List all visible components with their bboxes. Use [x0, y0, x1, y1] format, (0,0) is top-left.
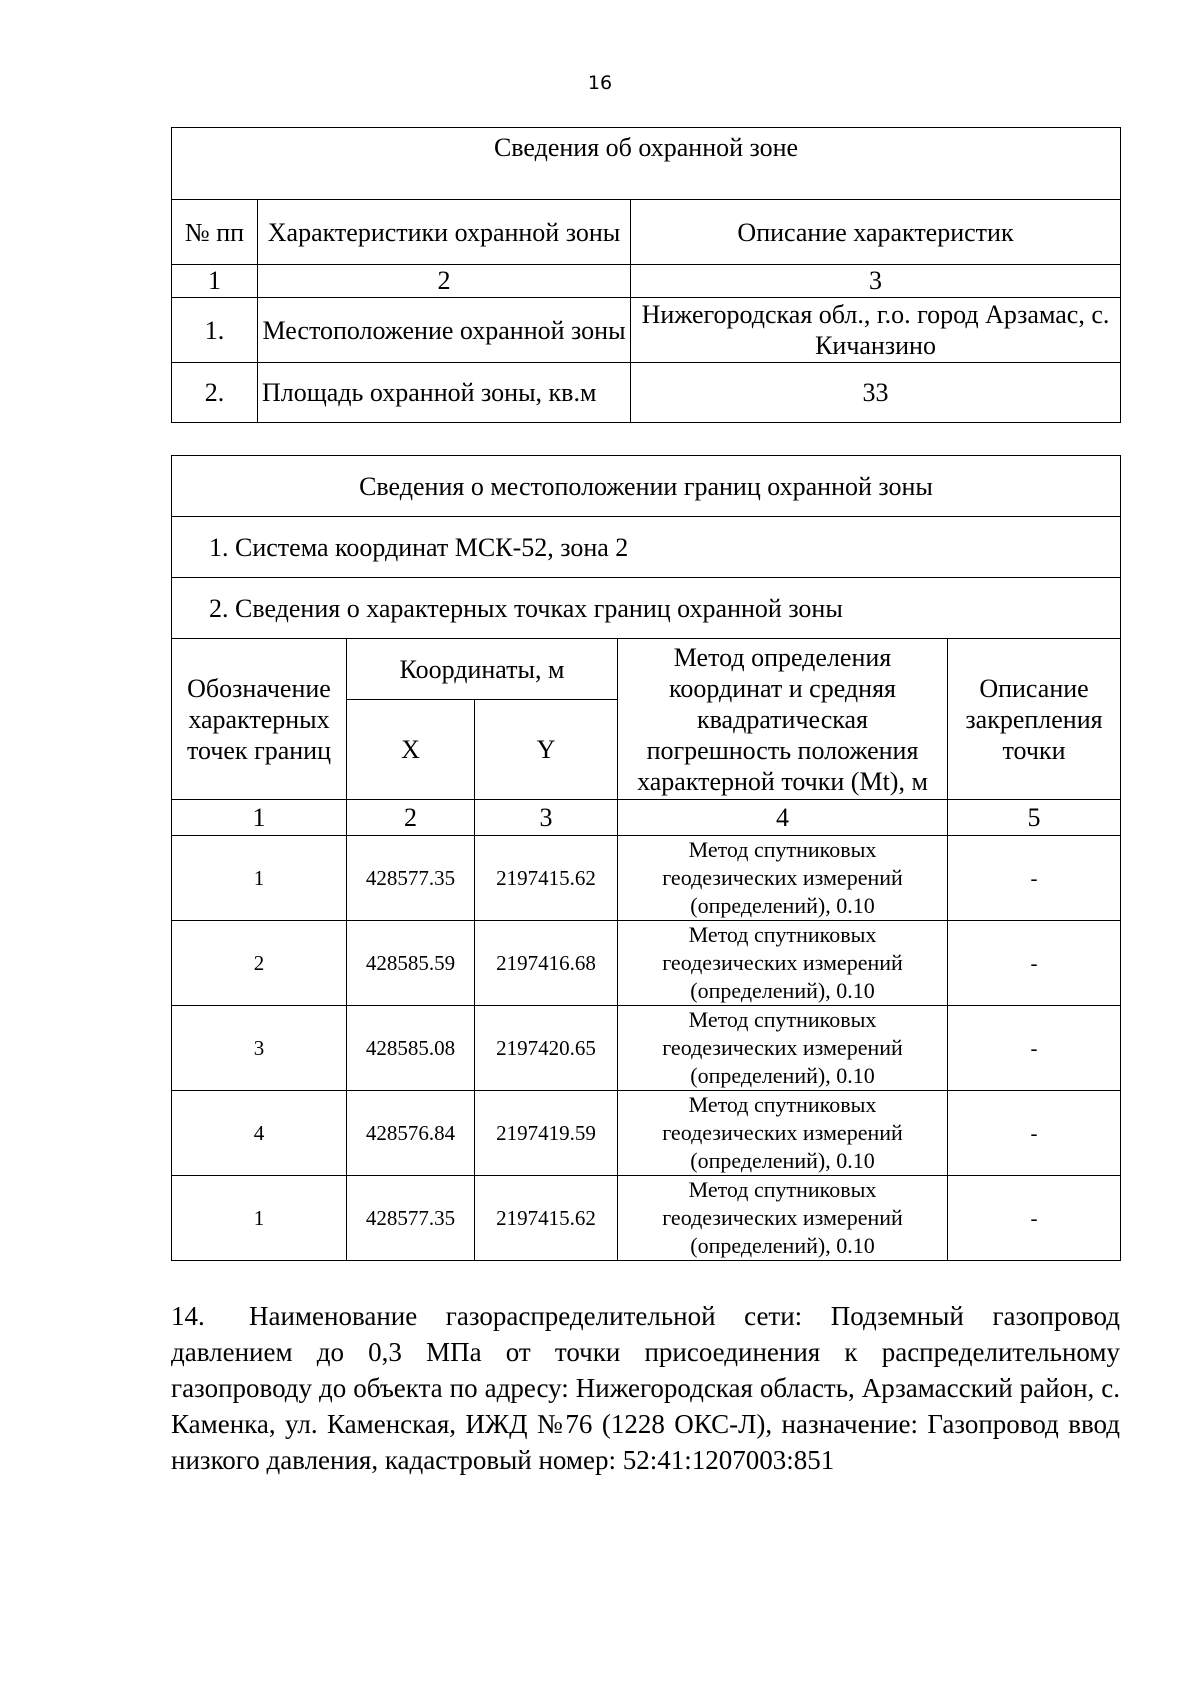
- header-designation: Обозначение характерных точек границ: [172, 639, 347, 800]
- point-x: 428577.35: [347, 1176, 475, 1261]
- column-number: 5: [948, 800, 1121, 836]
- table-row: [172, 298, 1121, 363]
- paragraph-text: Наименование газораспределительной сети: Подземный газопровод давлением до 0,3 МПа от точки присоединения к распределительному газопроводу до объекта по адресу: Нижегородская область, Арзамасский район, с. Каменка, ул. Каменская, ИЖД №76 (1228 ОКС-Л), назначение: Газопровод ввод низкого давления, кадастровый номер: 52:41:1207003:851: [171, 1301, 1120, 1475]
- point-y: 2197420.65: [475, 1006, 618, 1091]
- method-line: геодезических измерений: [662, 1205, 903, 1230]
- point-x: 428577.35: [347, 836, 475, 921]
- method-line: (определений), 0.10: [690, 1233, 875, 1258]
- header-y: Y: [475, 700, 618, 800]
- method-line: Метод спутниковых: [688, 1092, 877, 1117]
- table-row: [172, 836, 1121, 921]
- column-number: 2: [258, 265, 631, 298]
- protection-zone-table: [171, 127, 1121, 423]
- point-id: 2: [172, 921, 347, 1006]
- method-line: (определений), 0.10: [690, 978, 875, 1003]
- points-table-title: Сведения о местоположении границ охранной зоны: [172, 456, 1121, 517]
- method-line: (определений), 0.10: [690, 1148, 875, 1173]
- page-number: 16: [587, 72, 613, 94]
- boundary-points-table: [171, 455, 1121, 1261]
- point-method: [618, 921, 948, 1006]
- row-value: 33: [631, 363, 1121, 423]
- method-line: (определений), 0.10: [690, 1063, 875, 1088]
- header-description: Описание характеристик: [631, 200, 1121, 265]
- point-method: [618, 1006, 948, 1091]
- point-y: 2197416.68: [475, 921, 618, 1006]
- table-row: [172, 921, 1121, 1006]
- row-number: 1.: [172, 298, 258, 363]
- table-row: [172, 1091, 1121, 1176]
- row-label: Местоположение охранной зоны: [258, 298, 631, 363]
- gas-network-paragraph: [171, 1298, 1120, 1478]
- method-line: (определений), 0.10: [690, 893, 875, 918]
- method-line: геодезических измерений: [662, 1120, 903, 1145]
- column-number: 1: [172, 265, 258, 298]
- header-coordinates: Координаты, м: [347, 639, 618, 700]
- zone-table-title: Сведения об охранной зоне: [172, 128, 1121, 200]
- header-x: X: [347, 700, 475, 800]
- point-id: 1: [172, 1176, 347, 1261]
- header-method: Метод определения координат и средняя квадратическая погрешность положения характерной точки (Mt), м: [618, 639, 948, 800]
- method-line: Метод спутниковых: [688, 1007, 877, 1032]
- point-method: [618, 1176, 948, 1261]
- point-fixing: -: [948, 1176, 1121, 1261]
- point-x: 428576.84: [347, 1091, 475, 1176]
- method-line: геодезических измерений: [662, 1035, 903, 1060]
- column-number: 3: [475, 800, 618, 836]
- header-characteristics: Характеристики охранной зоны: [258, 200, 631, 265]
- row-value: Нижегородская обл., г.о. город Арзамас, с. Кичанзино: [631, 298, 1121, 363]
- coordinate-system: 1. Система координат МСК-52, зона 2: [172, 517, 1121, 578]
- point-y: 2197415.62: [475, 1176, 618, 1261]
- table-row: [172, 363, 1121, 423]
- method-line: Метод спутниковых: [688, 837, 877, 862]
- point-fixing: -: [948, 1091, 1121, 1176]
- header-fixing: Описание закрепления точки: [948, 639, 1121, 800]
- column-number: 4: [618, 800, 948, 836]
- column-number: 3: [631, 265, 1121, 298]
- point-id: 1: [172, 836, 347, 921]
- paragraph-number: 14.: [171, 1301, 205, 1331]
- point-method: [618, 1091, 948, 1176]
- point-id: 4: [172, 1091, 347, 1176]
- row-label: Площадь охранной зоны, кв.м: [258, 363, 631, 423]
- point-x: 428585.08: [347, 1006, 475, 1091]
- point-x: 428585.59: [347, 921, 475, 1006]
- points-caption: 2. Сведения о характерных точках границ охранной зоны: [172, 578, 1121, 639]
- row-number: 2.: [172, 363, 258, 423]
- point-y: 2197419.59: [475, 1091, 618, 1176]
- method-line: Метод спутниковых: [688, 1177, 877, 1202]
- point-id: 3: [172, 1006, 347, 1091]
- column-number: 1: [172, 800, 347, 836]
- point-fixing: -: [948, 921, 1121, 1006]
- point-fixing: -: [948, 1006, 1121, 1091]
- table-row: [172, 1176, 1121, 1261]
- header-number: № пп: [172, 200, 258, 265]
- method-line: геодезических измерений: [662, 865, 903, 890]
- point-method: [618, 836, 948, 921]
- column-number: 2: [347, 800, 475, 836]
- point-fixing: -: [948, 836, 1121, 921]
- table-row: [172, 1006, 1121, 1091]
- point-y: 2197415.62: [475, 836, 618, 921]
- method-line: геодезических измерений: [662, 950, 903, 975]
- method-line: Метод спутниковых: [688, 922, 877, 947]
